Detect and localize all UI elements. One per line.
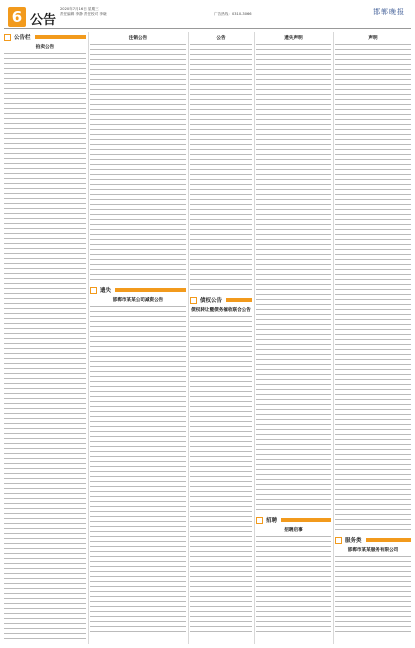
article-title: 声明 — [368, 36, 378, 41]
section-icon — [90, 287, 97, 294]
article-body-placeholder — [4, 52, 86, 642]
article-body-placeholder — [256, 43, 331, 513]
article-body-placeholder — [335, 43, 411, 533]
section-header — [335, 536, 411, 544]
section-header — [90, 286, 186, 294]
section-bar — [281, 518, 331, 522]
column-1 — [4, 32, 86, 644]
section-bar — [115, 288, 186, 292]
section-label: 服务类 — [345, 538, 362, 544]
section-icon — [4, 34, 11, 41]
section-bar — [226, 298, 252, 302]
section-label: 遗失 — [100, 288, 112, 294]
article-body-placeholder — [335, 555, 411, 635]
section-icon — [256, 517, 263, 524]
section-label: 债权公告 — [200, 298, 223, 304]
section-icon — [335, 537, 342, 544]
header-rule — [4, 28, 411, 29]
issue-date: 2020年7月16日 星期三 — [60, 7, 99, 11]
section-icon — [190, 297, 197, 304]
section-title: 公告 — [30, 13, 57, 28]
section-bar — [366, 538, 411, 542]
section-header — [190, 296, 252, 304]
article-title: 拍卖公告 — [35, 45, 55, 50]
column-4 — [256, 32, 331, 644]
article-title: 公告 — [216, 36, 226, 41]
section-label: 招聘 — [266, 518, 278, 524]
page-number: 6 — [8, 7, 26, 27]
article-title: 债权转让暨债务催收联合公告 — [191, 308, 251, 313]
article-body-placeholder — [90, 305, 186, 635]
issue-meta — [60, 7, 107, 17]
article-title: 遗失声明 — [284, 36, 303, 41]
article-body-placeholder — [256, 535, 331, 635]
article-body-placeholder — [90, 43, 186, 283]
ad-hotline: 广告热线：0310-3066 — [214, 12, 252, 16]
article-title: 招聘启事 — [284, 528, 303, 533]
column-5 — [335, 32, 411, 644]
article-title: 邯郸市某某公司减资公告 — [112, 298, 164, 303]
article-title: 邯郸市某某服务有限公司 — [347, 548, 399, 553]
article-body-placeholder — [190, 315, 252, 635]
notice-columns — [4, 32, 411, 644]
section-header — [4, 33, 86, 41]
newspaper-logo: 邯郸晚报 — [373, 8, 405, 16]
article-body-placeholder — [190, 43, 252, 293]
section-label: 公告栏 — [14, 35, 31, 41]
article-title: 注销公告 — [128, 36, 148, 41]
section-header — [256, 516, 331, 524]
editors: 责任编辑 李静 责任校对 李晓 — [60, 12, 107, 16]
column-2 — [90, 32, 186, 644]
column-3 — [190, 32, 252, 644]
section-bar — [35, 35, 86, 39]
